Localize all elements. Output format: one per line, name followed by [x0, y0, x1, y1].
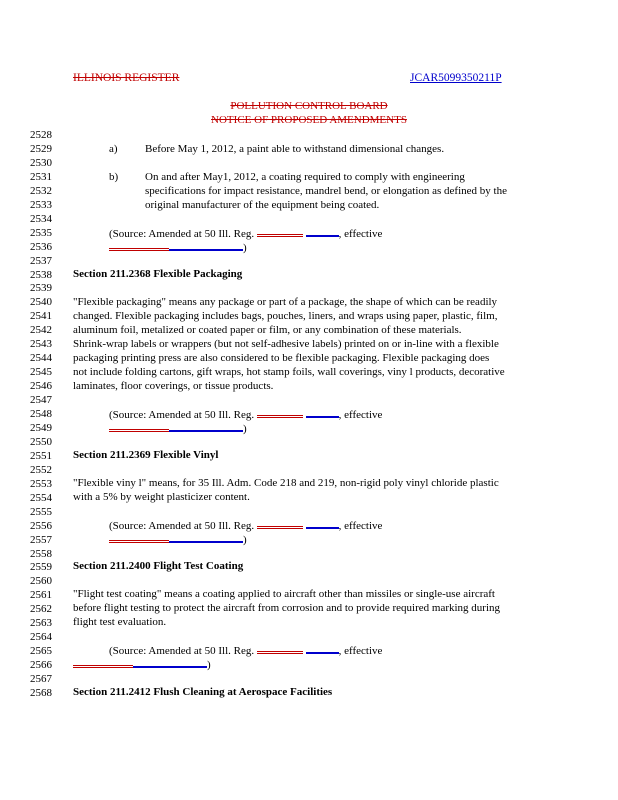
date-blank-red — [73, 658, 133, 668]
line-number: 2555 — [30, 505, 52, 518]
section-2412-title: Section 211.2412 Flush Cleaning at Aerospace Facilities — [73, 686, 333, 698]
line-number: 2536 — [30, 240, 52, 253]
section-2368-title: Section 211.2368 Flexible Packaging — [73, 268, 243, 280]
section-2369-line: "Flexible viny l" means, for 35 Ill. Adm. Code 218 and 219, non-rigid poly vinyl chloride plastic — [73, 477, 499, 489]
line-number: 2561 — [30, 589, 52, 602]
source-note — [109, 227, 382, 242]
line-number: 2547 — [30, 394, 52, 407]
line-number: 2546 — [30, 380, 52, 393]
page-blank — [306, 644, 339, 654]
line-number: 2530 — [30, 156, 52, 169]
page-blank — [306, 519, 339, 529]
source-close: ) — [243, 423, 247, 435]
source-effective: , effective — [338, 645, 383, 657]
section-2400-line: flight test evaluation. — [73, 616, 167, 628]
section-2368-line: aluminum foil, metalized or coated paper or film, or any combination of these materials. — [73, 324, 462, 336]
source-prefix: (Source: Amended at 50 Ill. Reg. — [109, 228, 255, 240]
section-2369-title: Section 211.2369 Flexible Vinyl — [73, 449, 219, 461]
date-blank-blue — [169, 533, 243, 543]
line-number: 2539 — [30, 282, 52, 295]
line-number: 2549 — [30, 421, 52, 434]
line-number: 2564 — [30, 631, 52, 644]
board-title: POLLUTION CONTROL BOARD — [230, 100, 388, 112]
date-blank-blue — [169, 422, 243, 432]
line-number: 2562 — [30, 603, 52, 616]
line-number: 2538 — [30, 268, 52, 281]
section-2368-line: packaging printing press are also considered to be flexible packaging. Flexible packaging does — [73, 352, 490, 364]
line-number: 2550 — [30, 435, 52, 448]
line-number: 2545 — [30, 366, 52, 379]
section-2368-line: laminates, floor coverings, or tissue products. — [73, 380, 274, 392]
source-prefix: (Source: Amended at 50 Ill. Reg. — [109, 645, 255, 657]
line-number: 2558 — [30, 547, 52, 560]
line-number: 2531 — [30, 170, 52, 183]
line-number: 2553 — [30, 477, 52, 490]
source-date-line — [73, 658, 211, 673]
volume-blank — [257, 227, 303, 237]
line-number: 2556 — [30, 519, 52, 532]
source-effective: , effective — [338, 520, 383, 532]
source-note — [109, 408, 382, 423]
source-prefix: (Source: Amended at 50 Ill. Reg. — [109, 520, 255, 532]
date-blank-blue — [169, 241, 243, 251]
source-effective: , effective — [338, 409, 383, 421]
line-number: 2567 — [30, 673, 52, 686]
source-close: ) — [207, 659, 211, 671]
line-number: 2552 — [30, 463, 52, 476]
item-a-text: Before May 1, 2012, a paint able to withstand dimensional changes. — [145, 143, 445, 155]
line-number: 2565 — [30, 645, 52, 658]
source-close: ) — [243, 534, 247, 546]
volume-blank — [257, 644, 303, 654]
line-number: 2543 — [30, 338, 52, 351]
volume-blank — [257, 408, 303, 418]
line-number: 2544 — [30, 352, 52, 365]
item-b-text-3: original manufacturer of the equipment being coated. — [145, 199, 380, 211]
line-number: 2529 — [30, 142, 52, 155]
date-blank-red — [109, 422, 169, 432]
item-a-label: a) — [109, 143, 118, 155]
line-number: 2551 — [30, 449, 52, 462]
date-blank-blue — [133, 658, 207, 668]
line-number: 2533 — [30, 198, 52, 211]
item-b-text-2: specifications for impact resistance, mandrel bend, or elongation as defined by the — [145, 185, 507, 197]
page-blank — [306, 408, 339, 418]
date-blank-red — [109, 533, 169, 543]
source-date-line — [109, 533, 247, 548]
line-number: 2568 — [30, 687, 52, 699]
line-number: 2554 — [30, 491, 52, 504]
page-blank — [306, 227, 339, 237]
line-number: 2534 — [30, 212, 52, 225]
source-close: ) — [243, 242, 247, 254]
line-number: 2560 — [30, 575, 52, 588]
register-title: ILLINOIS REGISTER — [73, 72, 180, 84]
date-blank-red — [109, 241, 169, 251]
line-number: 2548 — [30, 408, 52, 420]
line-number: 2532 — [30, 184, 52, 197]
section-2368-line: not include folding cartons, gift wraps, hot stamp foils, wall coverings, viny l products, decorative — [73, 366, 505, 378]
source-effective: , effective — [338, 228, 383, 240]
section-2400-line: "Flight test coating" means a coating applied to aircraft other than missiles or single-use aircraft — [73, 588, 495, 600]
line-number: 2563 — [30, 617, 52, 630]
source-date-line — [109, 241, 247, 256]
line-number: 2541 — [30, 310, 52, 323]
line-number: 2566 — [30, 659, 52, 672]
line-number: 2528 — [30, 129, 52, 141]
line-number: 2559 — [30, 561, 52, 574]
source-note — [109, 519, 382, 534]
jcar-code: JCAR5099350211P — [410, 72, 502, 84]
item-b-text-1: On and after May1, 2012, a coating required to comply with engineering — [145, 171, 465, 183]
line-number: 2542 — [30, 324, 52, 337]
section-2400-line: before flight testing to protect the aircraft from corrosion and to provide required marking during — [73, 602, 501, 614]
section-2368-line: changed. Flexible packaging includes bags, pouches, liners, and wraps using paper, plastic, film, — [73, 310, 498, 322]
line-number: 2557 — [30, 533, 52, 546]
line-number: 2540 — [30, 296, 52, 309]
section-2368-line: Shrink-wrap labels or wrappers (but not self-adhesive labels) printed on or in-line with a flexible — [73, 338, 499, 350]
source-prefix: (Source: Amended at 50 Ill. Reg. — [109, 409, 255, 421]
source-note — [109, 644, 382, 659]
notice-title: NOTICE OF PROPOSED AMENDMENTS — [211, 114, 407, 126]
item-b-label: b) — [109, 171, 119, 183]
section-2400-title: Section 211.2400 Flight Test Coating — [73, 560, 244, 572]
volume-blank — [257, 519, 303, 529]
section-2368-line: "Flexible packaging" means any package or part of a package, the shape of which can be readily — [73, 296, 498, 308]
section-2369-line: with a 5% by weight plasticizer content. — [73, 491, 250, 503]
line-number: 2535 — [30, 226, 52, 239]
source-date-line — [109, 422, 247, 437]
line-number: 2537 — [30, 254, 52, 267]
